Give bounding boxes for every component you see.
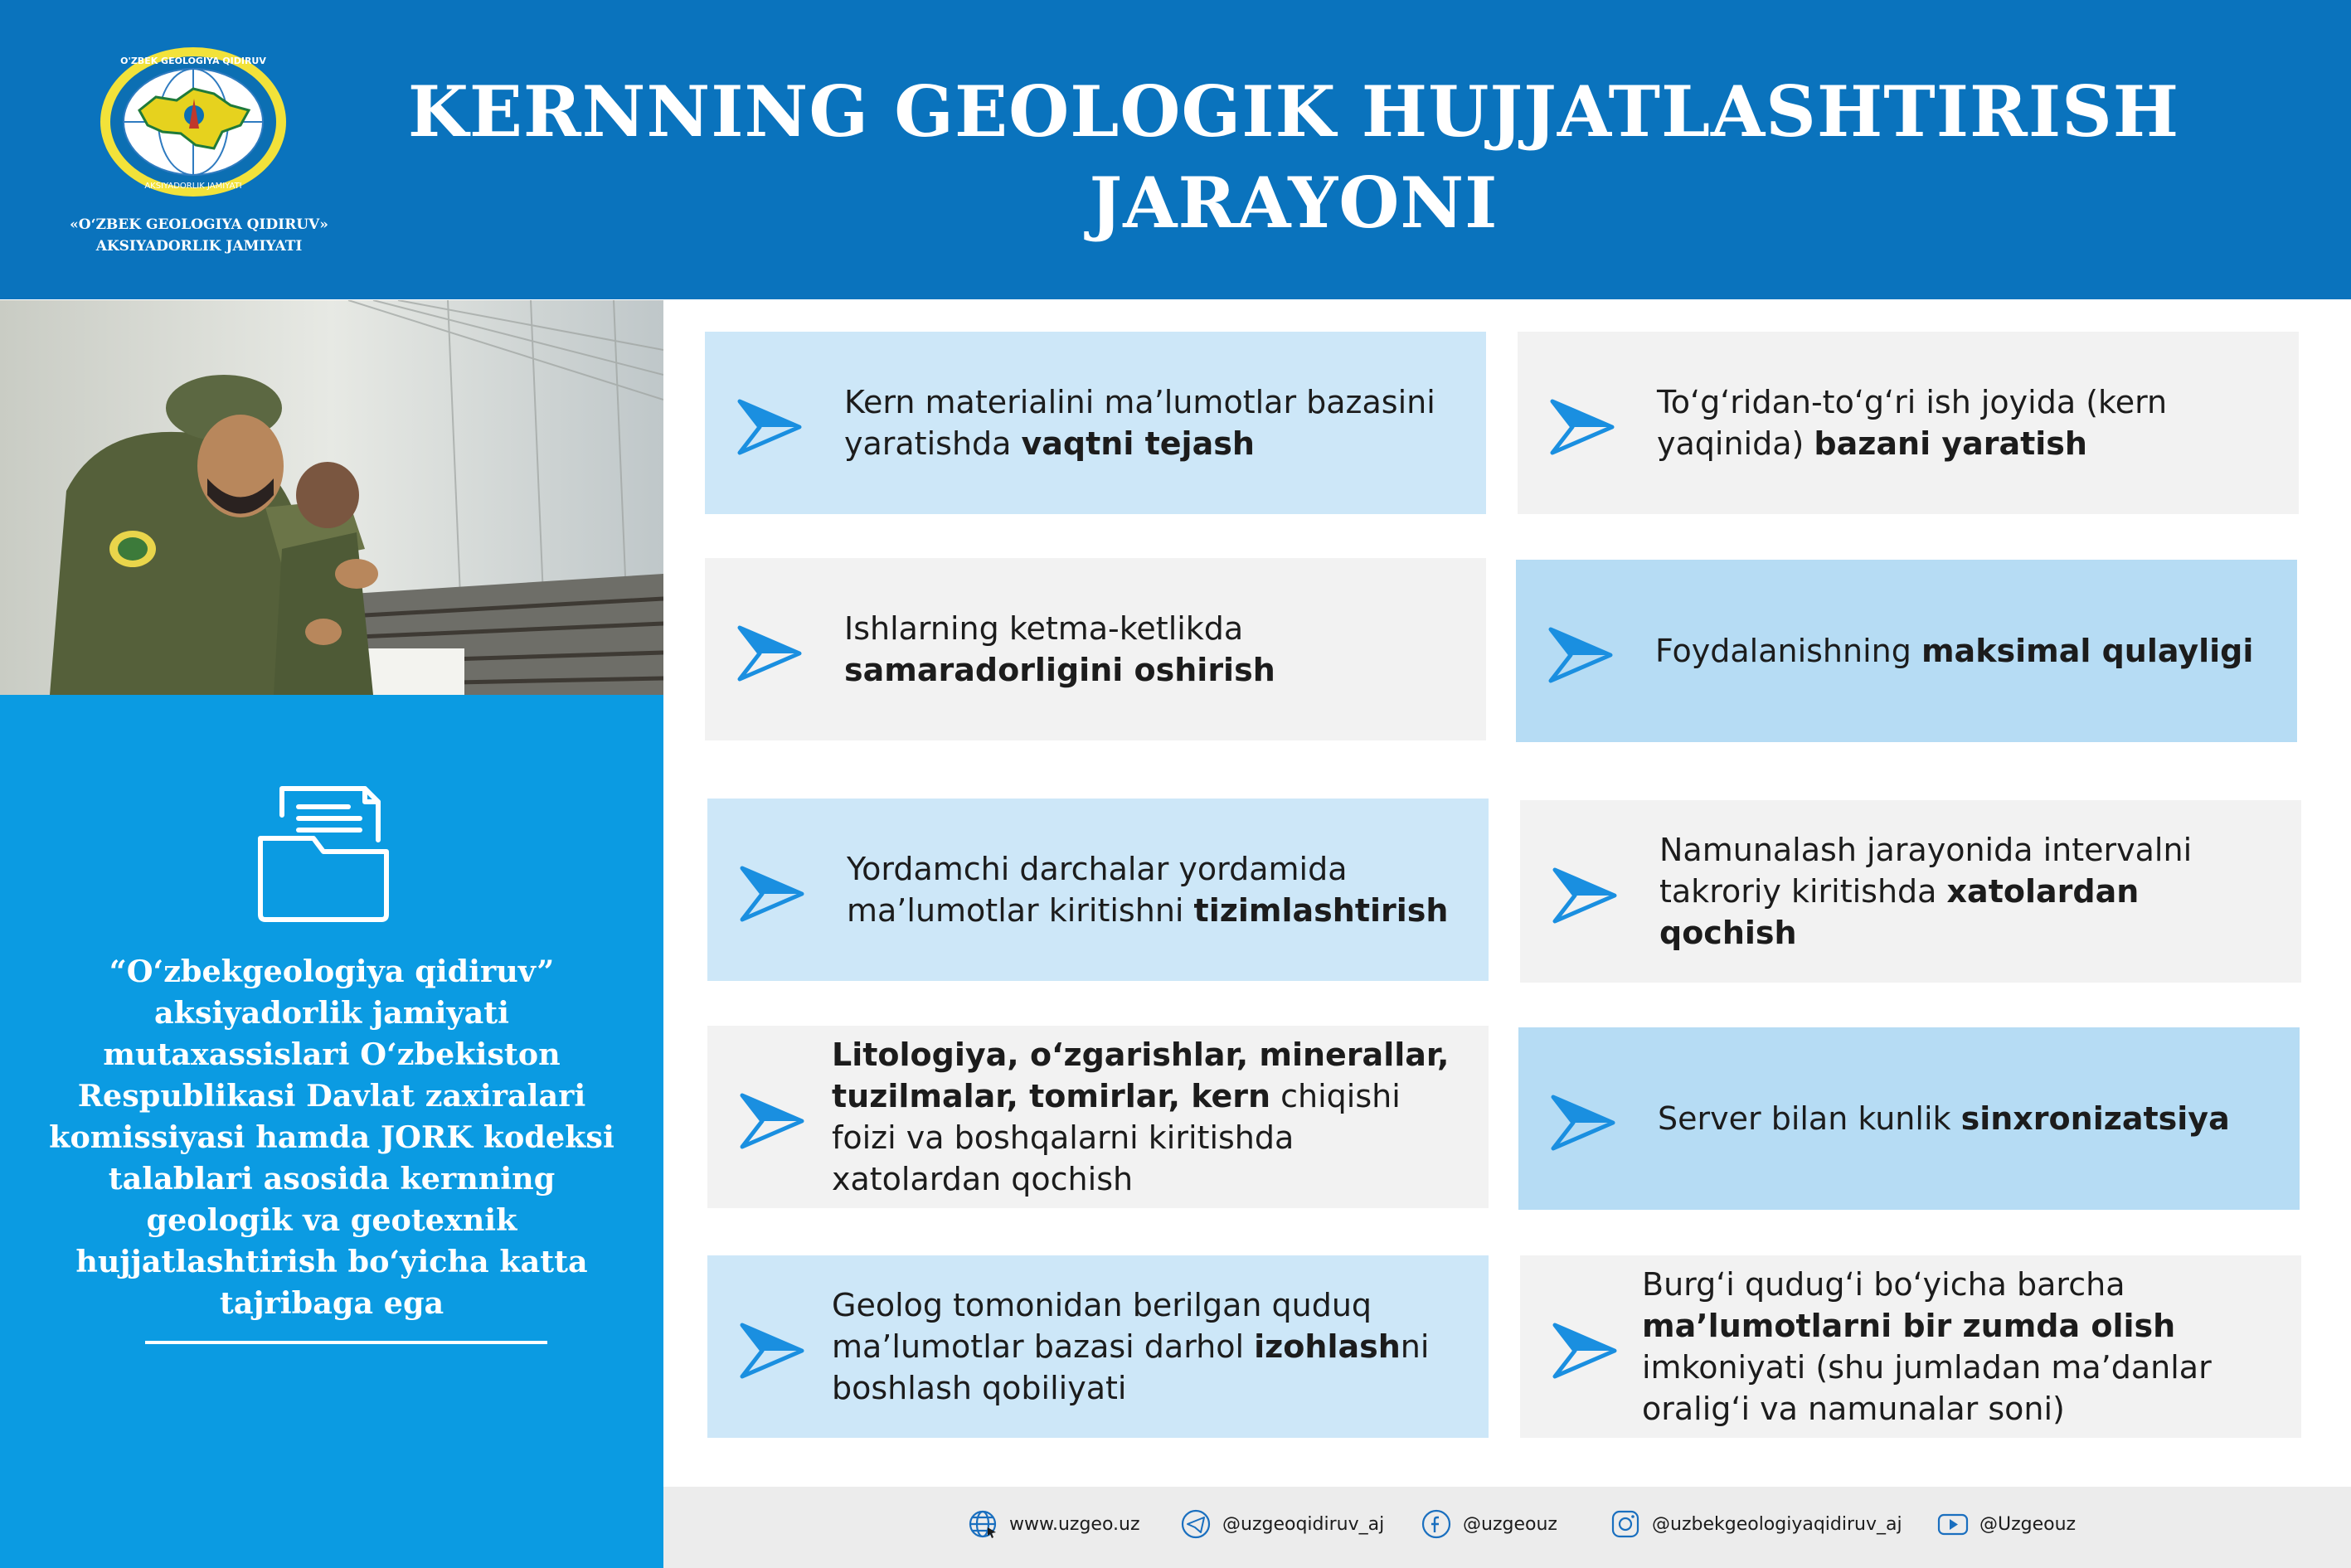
organization-name-line2: AKSIYADORLIK JAMIYATI bbox=[95, 238, 303, 255]
geologists-photo bbox=[0, 300, 663, 695]
organization-name bbox=[33, 214, 365, 257]
company-description: “O‘zbekgeologiya qidiruv” aksiyadorlik jamiyati mutaxassislari O‘zbekiston Respublikasi Davlat zaxiralari komissiyasi hamda JORK kodeksi talablari asosida kernning geologik va geotexnik hujjatlashtirish bo‘yicha katta tajribaga ega bbox=[49, 954, 614, 1321]
arrow-icon bbox=[736, 624, 803, 682]
feature-text: Geolog tomonidan berilgan quduq ma’lumotlar bazasi darhol izohlashni boshlash qobiliyati bbox=[832, 1287, 1430, 1406]
arrow-icon bbox=[1552, 867, 1618, 925]
arrow-icon bbox=[739, 1092, 805, 1150]
website-label: www.uzgeo.uz bbox=[1009, 1513, 1140, 1535]
feature-card bbox=[1520, 1255, 2301, 1438]
page-title-line1: KERNNING GEOLOGIK HUJJATLASHTIRISH bbox=[407, 70, 2180, 153]
feature-text: Yordamchi darchalar yordamida ma’lumotlar kiritishni tizimlashtirish bbox=[847, 851, 1449, 929]
instagram-icon bbox=[1609, 1507, 1642, 1541]
feature-card bbox=[705, 332, 1486, 514]
feature-card bbox=[1516, 560, 2297, 742]
divider bbox=[145, 1341, 547, 1344]
facebook-icon bbox=[1420, 1507, 1453, 1541]
arrow-icon bbox=[736, 398, 803, 456]
telegram-link[interactable] bbox=[1179, 1506, 1384, 1542]
arrow-icon bbox=[1550, 1094, 1616, 1152]
svg-text:AKSIYADORLIK JAMIYATI: AKSIYADORLIK JAMIYATI bbox=[144, 182, 242, 191]
page-title bbox=[390, 66, 2198, 249]
instagram-label: @uzbekgeologiyaqidiruv_aj bbox=[1652, 1513, 1902, 1535]
feature-text: Kern materialini ma’lumotlar bazasini yaratishda vaqtni tejash bbox=[844, 384, 1435, 462]
feature-text: Ishlarning ketma-ketlikda samaradorligini oshirish bbox=[844, 610, 1275, 688]
youtube-link[interactable] bbox=[1936, 1506, 2076, 1542]
feature-card bbox=[1518, 332, 2299, 514]
feature-card bbox=[707, 799, 1489, 981]
arrow-icon bbox=[739, 1322, 805, 1380]
arrow-icon bbox=[1552, 1322, 1618, 1380]
facebook-label: @uzgeouz bbox=[1463, 1513, 1557, 1535]
svg-text:O'ZBEK GEOLOGIYA QIDIRUV: O'ZBEK GEOLOGIYA QIDIRUV bbox=[120, 56, 266, 66]
telegram-label: @uzgeoqidiruv_aj bbox=[1222, 1513, 1385, 1535]
feature-card bbox=[707, 1026, 1489, 1208]
feature-card bbox=[1518, 1027, 2300, 1210]
company-logo bbox=[98, 46, 289, 199]
document-folder-icon bbox=[257, 782, 390, 923]
youtube-icon bbox=[1936, 1507, 1970, 1541]
feature-text: Litologiya, o‘zgarishlar, minerallar, tuzilmalar, tomirlar, kern chiqishi foizi va boshqalarni kiritishda xatolardan qochish bbox=[832, 1036, 1450, 1197]
youtube-label: @Uzgeouz bbox=[1979, 1513, 2077, 1535]
feature-text: To‘g‘ridan-to‘g‘ri ish joyida (kern yaqinida) bazani yaratish bbox=[1657, 384, 2168, 462]
page-title-line2: JARAYONI bbox=[1089, 162, 1499, 244]
organization-name-line1: «O‘ZBEK GEOLOGIYA QIDIRUV» bbox=[70, 216, 328, 233]
feature-text: Namunalash jarayonida intervalni takroriy kiritishda xatolardan qochish bbox=[1659, 832, 2193, 951]
feature-card bbox=[1520, 800, 2301, 983]
feature-text: Foydalanishning maksimal qulayligi bbox=[1655, 633, 2254, 669]
feature-card bbox=[707, 1255, 1489, 1438]
website-link[interactable] bbox=[966, 1506, 1140, 1542]
telegram-icon bbox=[1179, 1507, 1212, 1541]
feature-card bbox=[705, 558, 1486, 740]
arrow-icon bbox=[739, 865, 805, 923]
arrow-icon bbox=[1547, 626, 1614, 684]
feature-text: Burg‘i qudug‘i bo‘yicha barcha ma’lumotlarni bir zumda olish imkoniyati (shu jumladan ma’danlar oralig‘i va namunalar soni) bbox=[1642, 1266, 2212, 1427]
facebook-link[interactable] bbox=[1420, 1506, 1557, 1542]
globe-icon bbox=[966, 1507, 999, 1541]
instagram-link[interactable] bbox=[1609, 1506, 1902, 1542]
feature-text: Server bilan kunlik sinxronizatsiya bbox=[1658, 1100, 2230, 1137]
arrow-icon bbox=[1549, 398, 1615, 456]
